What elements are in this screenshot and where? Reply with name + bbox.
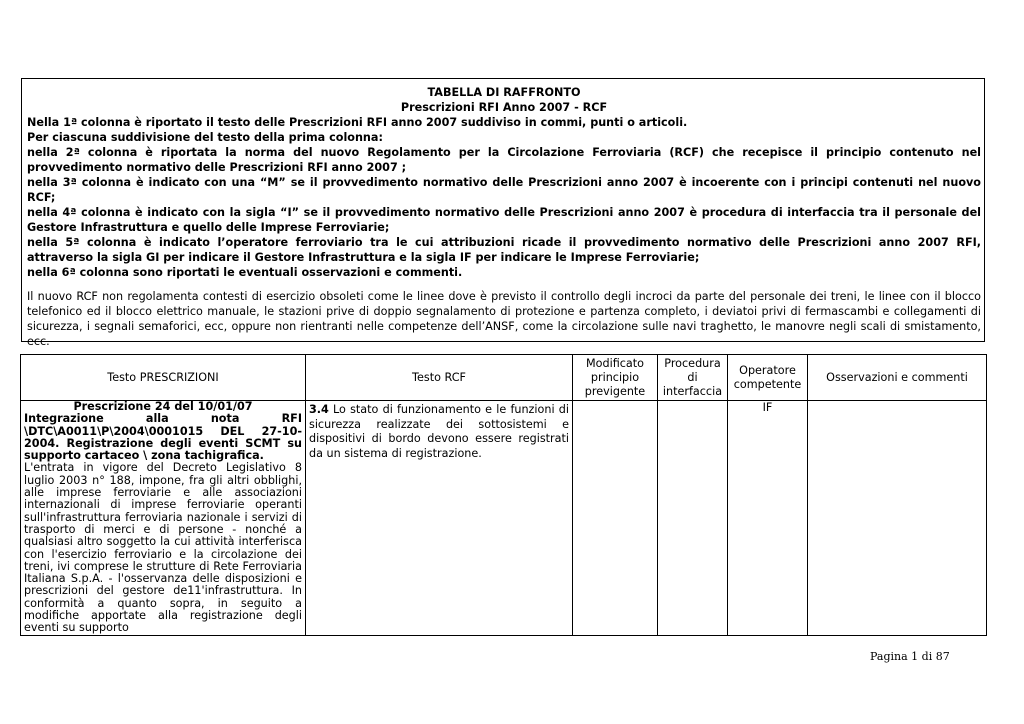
header-osservazioni: Osservazioni e commenti — [808, 355, 987, 401]
header-modificato-principio: Modificato principio previgente — [573, 355, 658, 401]
intro-line-3: nella 2ª colonna è riportata la norma del nuovo Regolamento per la Circolazione Ferroviaria (RCF) che recepisce il principio contenuto nel provvedimento normativo delle Prescrizioni RFI anno 2007 ; — [27, 146, 981, 174]
cell-prescrizione — [21, 401, 306, 636]
page-number: Pagina 1 di 87 — [870, 650, 950, 663]
intro-box — [21, 78, 985, 348]
rcf-text: Lo stato di funzionamento e le funzioni di sicurezza realizzate dei sottosistemi e dispositivi di bordo devono essere registrati da un sistema di registrazione. — [309, 403, 569, 460]
cell-rcf — [306, 401, 573, 636]
table-header-row — [21, 355, 987, 401]
intro-subtitle: Prescrizioni RFI Anno 2007 - RCF — [400, 101, 608, 114]
comparison-table — [20, 354, 987, 636]
prescrizione-subject: Integrazione alla nota RFI \DTC\A0011\P\2004\0001015 DEL 27-10-2004. Registrazione degli eventi SCMT su supporto cartaceo \ zona tachigrafica. — [24, 412, 302, 463]
intro-line-5: nella 4ª colonna è indicato con la sigla “I” se il provvedimento normativo delle Prescrizioni anno 2007 è procedura di interfaccia tra il personale del Gestore Infrastruttura e quello delle Imprese Ferroviarie; — [27, 206, 981, 234]
cell-procedura — [658, 401, 728, 636]
header-procedura-interfaccia: Procedura di interfaccia — [658, 355, 728, 401]
intro-line-6: nella 5ª colonna è indicato l’operatore ferroviario tra le cui attribuzioni ricade il provvedimento normativo delle Prescrizioni anno 2007 RFI, attraverso la sigla GI per indicare il Gestore Infrastruttura e la sigla IF per indicare le Imprese Ferroviarie; — [27, 236, 981, 264]
intro-line-7: nella 6ª colonna sono riportati le eventuali osservazioni e commenti. — [27, 266, 463, 279]
intro-paragraph: Il nuovo RCF non regolamenta contesti di esercizio obsoleti come le linee dove è previsto il controllo degli incroci da parte del personale dei treni, le linee con il blocco telefonico ed il blocco elettrico manuale, le stazioni prive di doppio segnalamento di protezione e partenza completo, i deviatoi privi di fermascambi e collegamenti di sicurezza, i segnali semaforici, ecc, oppure non rientranti nelle competenze dell’ANSF, come la circolazione sulle navi traghetto, le manovre negli scali di smistamento, ecc. — [27, 290, 981, 348]
prescrizione-title: Prescrizione 24 del 10/01/07 — [73, 400, 253, 413]
intro-line-4: nella 3ª colonna è indicato con una “M” se il provvedimento normativo delle Prescrizioni anno 2007 è incoerente con i principi contenuti nel nuovo RCF; — [27, 176, 981, 204]
cell-modificato — [573, 401, 658, 636]
prescrizione-text: L'entrata in vigore del Decreto Legislativo 8 luglio 2003 n° 188, impone, fra gli altri obblighi, alle imprese ferroviarie e alle associazioni internazionali di imprese ferroviarie operanti sull'infrastruttura ferroviaria nazionale i servizi di trasporto di merci e di persone - nonché a qualsiasi altro soggetto la cui attività interferisca con l'esercizio ferroviario e la circolazione dei treni, ivi comprese le strutture di Rete Ferroviaria Italiana S.p.A. - l'osservanza delle disposizioni e prescrizioni del gestore de11'infrastruttura. In conformità a quanto sopra, in seguito a modifiche apportate alla registrazione degli eventi su supporto — [24, 461, 302, 635]
table-row — [21, 401, 987, 636]
cell-operatore: IF — [728, 401, 808, 636]
rcf-number: 3.4 — [309, 403, 329, 416]
header-operatore-competente: Operatore competente — [728, 355, 808, 401]
header-testo-prescrizioni: Testo PRESCRIZIONI — [21, 355, 306, 401]
intro-title: TABELLA DI RAFFRONTO — [427, 86, 581, 99]
header-testo-rcf: Testo RCF — [306, 355, 573, 401]
intro-line-2: Per ciascuna suddivisione del testo della prima colonna: — [27, 131, 383, 144]
intro-line-1: Nella 1ª colonna è riportato il testo delle Prescrizioni RFI anno 2007 suddiviso in commi, punti o articoli. — [27, 116, 688, 129]
cell-osservazioni — [808, 401, 987, 636]
